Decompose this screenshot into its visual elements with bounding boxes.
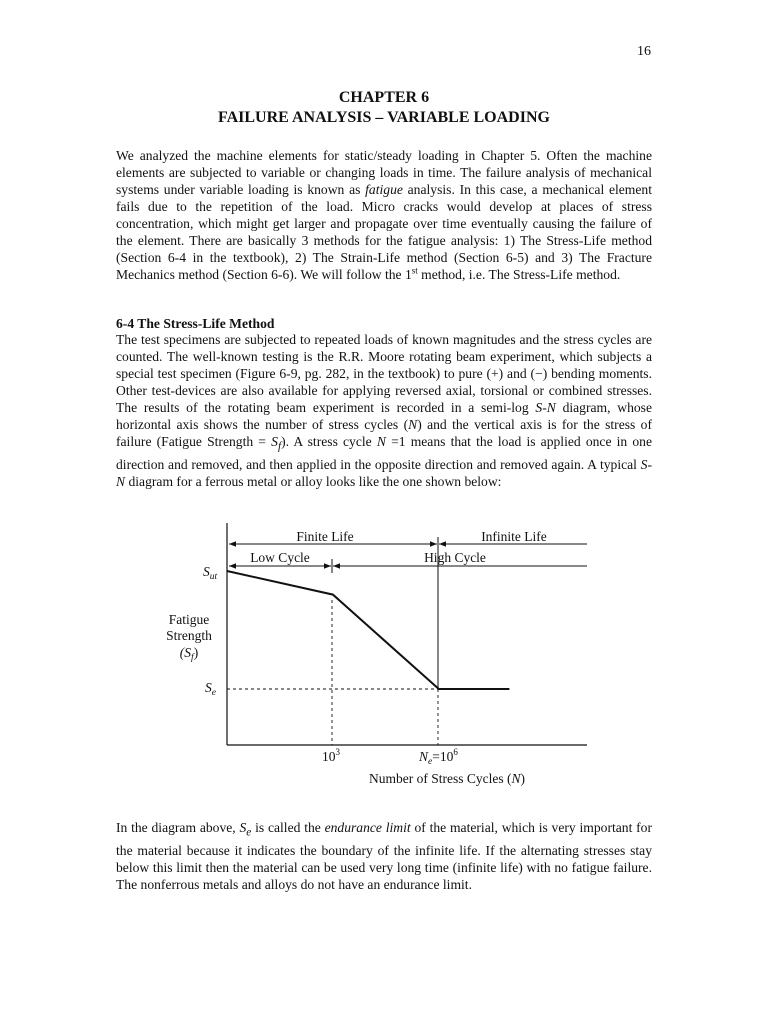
n-variable-1: N xyxy=(408,417,418,432)
intro-paragraph xyxy=(116,147,652,283)
ylabel-symbol xyxy=(180,645,198,663)
se-symbol xyxy=(239,820,252,839)
ylabel-symbol-close: ) xyxy=(193,645,199,660)
page-number: 16 xyxy=(637,44,651,59)
section-text-2: diagram, whose horizontal axis shows the number of stress cycles ( xyxy=(116,400,652,432)
fatigue-term: fatigue xyxy=(365,182,403,197)
ordinal-suffix: st xyxy=(411,265,418,276)
tick-10e3 xyxy=(322,747,341,764)
chapter-subtitle: FAILURE ANALYSIS – VARIABLE LOADING xyxy=(218,109,550,126)
xlabel-post: ) xyxy=(520,771,525,786)
xlabel-var: N xyxy=(511,771,521,786)
ylabel-line-2: Strength xyxy=(166,628,212,643)
chapter-title: CHAPTER 6 xyxy=(338,89,430,106)
sn-term-2: S-N xyxy=(116,456,652,489)
intro-text-2: analysis. In this case, a mechanical element fails due to the repetition of the load. Micro cracks would develop at places of stress concentration, which might get larger and propagate over time eventually causing the failure of the element. There are basically 3 methods for the fatigue analysis: 1) The Stress-Life method (Section 6-4 in the textbook), 2) The Strain-Life method (Section 6-5) and 3) The Fracture Mechanics method (Section 6-6). We will follow the 1 xyxy=(116,182,652,282)
tick-ne-sub: e xyxy=(428,757,433,767)
chapter-title-block xyxy=(0,88,768,128)
ylabel-symbol-main: (S xyxy=(179,645,192,660)
sn-diagram xyxy=(0,520,768,800)
tick-ne-base: =10 xyxy=(432,749,454,764)
xlabel xyxy=(369,771,525,786)
n-variable-2: N xyxy=(376,434,386,449)
endurance-limit-term: endurance limit xyxy=(324,820,411,835)
finite-life-label: Finite Life xyxy=(296,529,354,544)
se-symbol-sub: e xyxy=(246,826,252,839)
ylabel-line-1: Fatigue xyxy=(168,612,210,627)
ylabel-symbol-sub: f xyxy=(191,653,194,663)
se-symbol-main: S xyxy=(239,820,247,835)
tick-ne xyxy=(418,747,458,767)
closing-text-3: of the material, which is very important for the material because it indicates the boundary of the infinite life. If the alternating stresses stay below this limit then the material can be used very long time (infinite life) with no fatigue failure. The nonferrous metals and alloys do not have an endurance limit. xyxy=(116,820,652,892)
section-text-1: The test specimens are subjected to repeated loads of known magnitudes and the stress cycles are counted. The well-known testing is the R.R. Moore rotating beam experiment, which subjects a special test specimen (Figure 6-9, pg. 282, in the textbook) to pure (+) and (−) bending moments. Other test-devices are also available for applying reversed axial, torsional or combined stresses. The results of the rotating beam experiment is recorded in a semi-log xyxy=(116,332,652,415)
sut-label xyxy=(203,564,218,582)
sf-symbol-sub: f xyxy=(277,440,282,453)
section-text-6: diagram for a ferrous metal or alloy looks like the one shown below: xyxy=(125,473,502,489)
se-sub: e xyxy=(211,688,216,698)
sn-curve xyxy=(227,571,509,689)
sut-main: S xyxy=(203,564,210,579)
sf-symbol-main: S xyxy=(271,434,278,449)
tick-10e3-base: 10 xyxy=(322,749,336,764)
tick-ne-exp: 6 xyxy=(453,747,458,757)
sn-term-1: S-N xyxy=(535,400,556,415)
low-cycle-label: Low Cycle xyxy=(250,550,310,565)
tick-ne-prefix: N xyxy=(419,749,429,764)
se-label xyxy=(205,680,216,698)
intro-text-3: method, i.e. The Stress-Life method. xyxy=(417,267,621,282)
closing-text-1: In the diagram above, xyxy=(116,820,240,835)
xlabel-pre: Number of Stress Cycles ( xyxy=(369,771,512,786)
closing-text-2: is called the xyxy=(251,820,325,835)
intro-text-1: We analyzed the machine elements for static/steady loading in Chapter 5. Often the machine elements are subjected to variable or changing loads in time. The failure analysis of mechanical systems under variable loading is known as xyxy=(116,148,652,197)
section-heading: 6-4 The Stress-Life Method xyxy=(116,316,275,331)
se-main: S xyxy=(205,680,212,695)
section-text-5: =1 means that the load is applied once in one direction and removed, and then applied in the opposite direction and removed again. A typical xyxy=(116,434,653,472)
section-text-4: ). A stress cycle xyxy=(281,434,377,449)
sut-sub: ut xyxy=(209,572,218,582)
stress-life-paragraph xyxy=(116,331,652,490)
section-text-3: ) and the vertical axis is for the stress of failure (Fatigue Strength = xyxy=(116,417,653,449)
closing-paragraph xyxy=(116,819,652,893)
infinite-life-label: Infinite Life xyxy=(481,529,547,544)
tick-10e3-exp: 3 xyxy=(335,747,340,757)
sf-symbol xyxy=(271,434,282,453)
high-cycle-label: High Cycle xyxy=(424,550,486,565)
